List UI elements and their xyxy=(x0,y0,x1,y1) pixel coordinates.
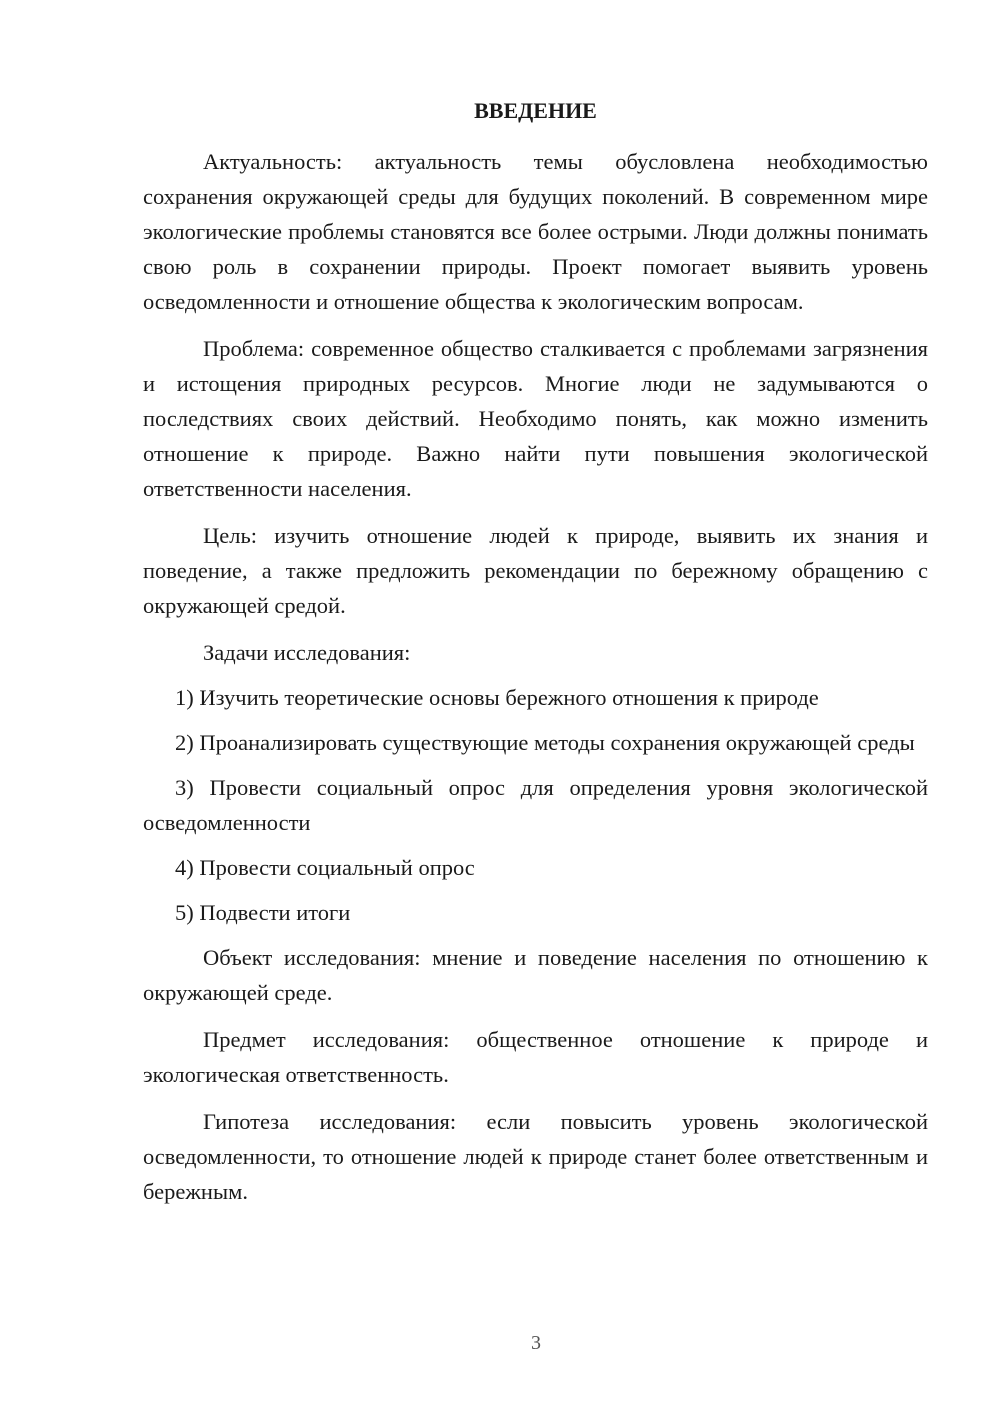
page-number: 3 xyxy=(531,1332,541,1354)
tasks-heading: Задачи исследования: xyxy=(203,640,411,665)
subject-paragraph: Предмет исследования: общественное отношение к природе и экологическая ответственность. xyxy=(143,1027,928,1087)
object-paragraph: Объект исследования: мнение и поведение населения по отношению к окружающей среде. xyxy=(143,945,928,1005)
goal-paragraph: Цель: изучить отношение людей к природе, выявить их знания и поведение, а также предложить рекомендации по бережному обращению с окружающей средой. xyxy=(143,523,928,618)
problem-paragraph: Проблема: современное общество сталкивается с проблемами загрязнения и истощения природных ресурсов. Многие люди не задумываются о последствиях своих действий. Необходимо понять, как можно изменить отношение к природе. Важно найти пути повышения экологической ответственности населения. xyxy=(143,336,928,501)
task-item: 3) Провести социальный опрос для определения уровня экологической осведомленности xyxy=(143,775,928,835)
page-title: ВВЕДЕНИЕ xyxy=(474,98,597,123)
task-item: 5) Подвести итоги xyxy=(175,900,351,925)
task-item: 1) Изучить теоретические основы бережного отношения к природе xyxy=(175,685,819,710)
task-item: 4) Провести социальный опрос xyxy=(175,855,475,880)
hypothesis-paragraph: Гипотеза исследования: если повысить уровень экологической осведомленности, то отношение людей к природе станет более ответственным и бережным. xyxy=(143,1109,928,1204)
document-page xyxy=(143,96,928,1221)
task-item: 2) Проанализировать существующие методы сохранения окружающей среды xyxy=(175,730,915,755)
relevance-paragraph: Актуальность: актуальность темы обусловлена необходимостью сохранения окружающей среды для будущих поколений. В современном мире экологические проблемы становятся все более острыми. Люди должны понимать свою роль в сохранении природы. Проект помогает выявить уровень осведомленности и отношение общества к экологическим вопросам. xyxy=(143,149,928,314)
